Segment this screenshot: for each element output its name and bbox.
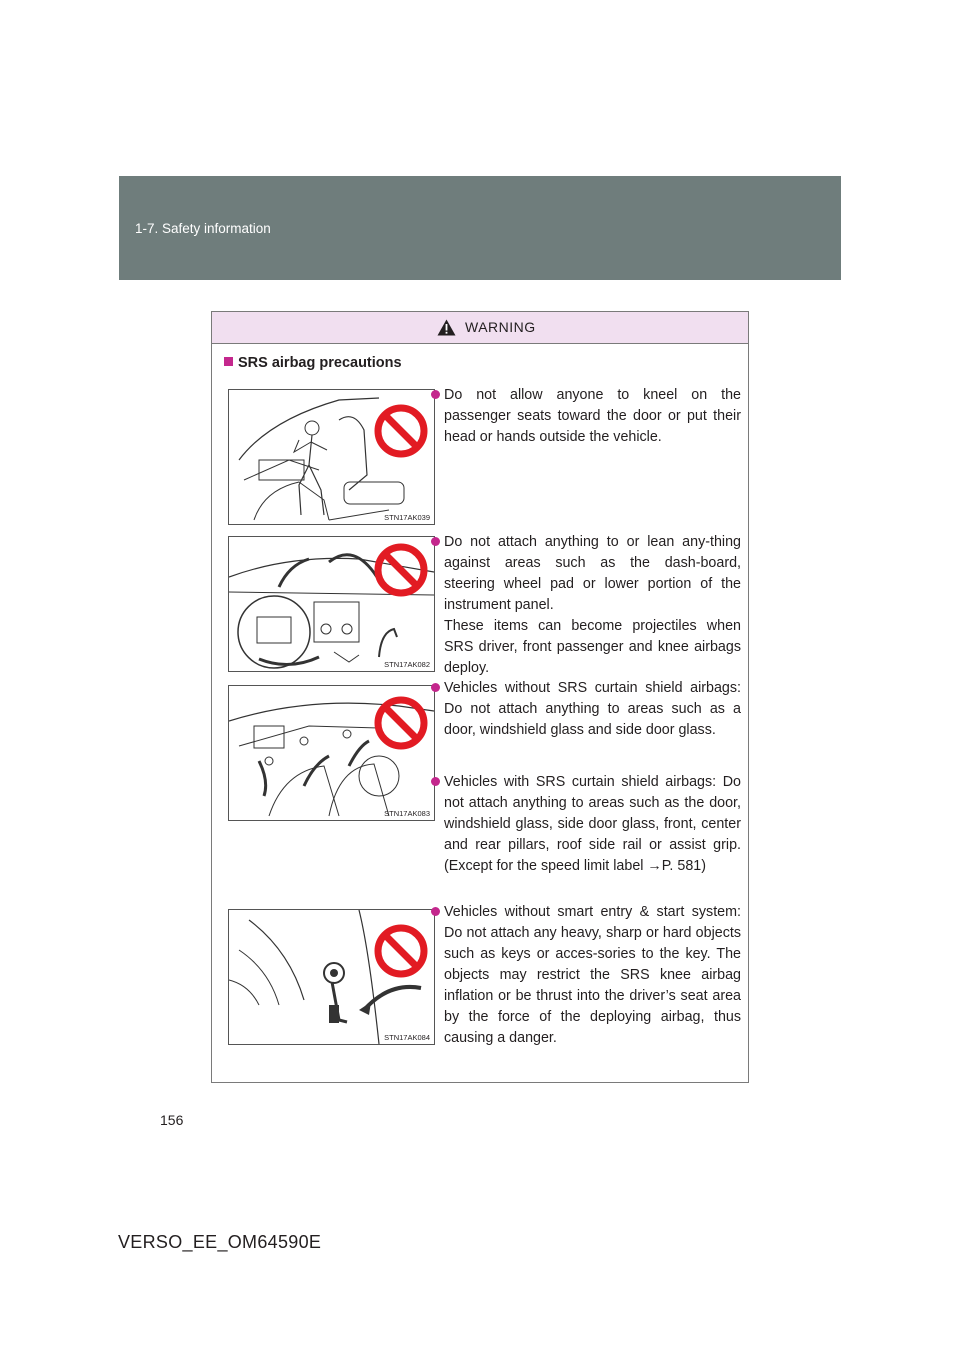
square-bullet-icon (224, 357, 233, 366)
bullet-item (444, 532, 741, 679)
figure-key-accessories (228, 909, 435, 1045)
bullet-extra-text: These items can become projectiles when SRS driver, front passenger and knee airbags deploy. (444, 618, 741, 676)
figure-code: STN17AK084 (384, 1033, 430, 1042)
prohibition-icon (374, 404, 428, 458)
figure-code: STN17AK039 (384, 513, 430, 522)
bullet-dot-icon (431, 390, 440, 399)
prohibition-icon (374, 696, 428, 750)
bullet-item (444, 678, 741, 741)
bullet-text: Vehicles without SRS curtain shield airbags: Do not attach anything to areas such as a door, windshield glass and side door glass. (444, 680, 741, 738)
bullet-item (444, 772, 741, 877)
bullet-item (444, 385, 741, 448)
warning-label: WARNING (465, 319, 536, 335)
document-code: VERSO_EE_OM64590E (118, 1232, 322, 1252)
bullet-dot-icon (431, 777, 440, 786)
bullet-text: Vehicles with SRS curtain shield airbags: Do not attach anything to areas such as the door, windshield glass, side door glass, front, center and rear pillars, roof side rail or assist grip. (Except for the speed limit label →P. 581) (444, 774, 741, 874)
page-number: 156 (160, 1112, 184, 1128)
figure-curtain-shield-areas (228, 685, 435, 821)
bullet-text: Do not allow anyone to kneel on the passenger seats toward the door or put their head or hands outside the vehicle. (444, 387, 741, 445)
figure-code: STN17AK082 (384, 660, 430, 669)
prohibition-icon (374, 924, 428, 978)
subheading-text: SRS airbag precautions (238, 355, 402, 371)
warning-box (211, 311, 749, 1083)
warning-header (212, 312, 748, 344)
figure-code: STN17AK083 (384, 809, 430, 818)
bullet-dot-icon (431, 537, 440, 546)
bullet-text: Vehicles without smart entry & start system: Do not attach any heavy, sharp or hard objects such as keys or acces-sories to the key. The objects may restrict the SRS knee airbag inflation or be thrust into the driver’s seat area by the force of the deploying airbag, thus causing a danger. (444, 904, 741, 1046)
subheading (224, 355, 402, 371)
bullet-text: Do not attach anything to or lean any-thing against areas such as the dash-board, steering wheel pad or lower portion of the instrument panel. (444, 534, 741, 613)
bullet-dot-icon (431, 683, 440, 692)
prohibition-icon (374, 543, 428, 597)
figure-kneeling-passenger (228, 389, 435, 525)
figure-dashboard-objects (228, 536, 435, 672)
warning-triangle-icon (437, 319, 456, 336)
bullet-item (444, 902, 741, 1049)
section-title: 1-7. Safety information (135, 221, 271, 236)
bullet-dot-icon (431, 907, 440, 916)
